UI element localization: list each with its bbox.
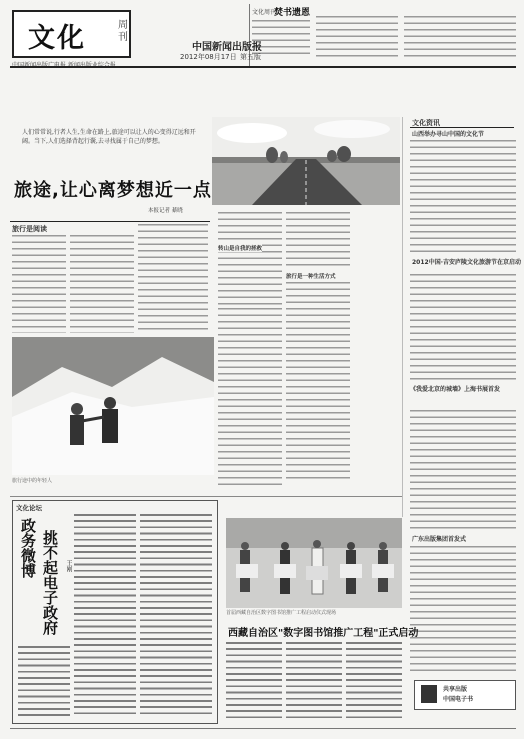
column-label: 文化周刊 <box>252 9 277 16</box>
masthead-zhou: 周刊 <box>118 20 128 43</box>
right-divider <box>402 117 403 517</box>
left-col-head: 旅行是阅读 <box>12 225 47 233</box>
event-caption: 首届西藏自治区数字图书馆推广工程启动仪式现场 <box>226 610 337 616</box>
event-text-1 <box>226 640 282 720</box>
forum-author: 王刚 <box>65 560 72 572</box>
mid-text-1a <box>218 210 282 305</box>
ad-line-2: 中国电子书 <box>443 696 474 703</box>
road-illustration <box>212 117 400 205</box>
forum-tag: 文化论坛 <box>16 504 42 512</box>
forum-title-2: 挑不起电子政府 <box>41 530 59 635</box>
mid-text-3 <box>218 306 282 486</box>
mid-head-1: 转山是自我的拯救 <box>218 246 263 252</box>
book-title: 焚书遗恩 <box>274 8 311 18</box>
paper-date: 2012年08月17日 <box>180 53 237 61</box>
strip-text-c <box>404 14 516 60</box>
left-text-2 <box>70 233 134 333</box>
forum-title-1: 政务微博 <box>19 518 37 578</box>
right-sub-4: 广东出版集团首发式 <box>412 536 467 543</box>
bottom-rule <box>10 728 516 729</box>
road-photo <box>212 117 400 205</box>
event-headline: 西藏自治区"数字图书馆推广工程"正式启动 <box>228 628 419 639</box>
left-text-3 <box>138 222 208 333</box>
paper-name: 中国新闻出版报 <box>192 42 262 53</box>
strip-text-b <box>316 14 398 60</box>
right-rule <box>410 127 514 128</box>
right-sub-1: 山西举办寻山中国的文化节 <box>412 131 485 138</box>
ad-line-1: 共享出版 <box>443 686 468 693</box>
right-text-3 <box>410 408 516 532</box>
left-text-1 <box>12 233 66 333</box>
right-head: 文化资讯 <box>412 119 440 127</box>
right-sub-3: 《我爱北京的城墙》上海书展首发 <box>410 386 501 393</box>
snow-caption: 旅行途中的年轻人 <box>12 478 53 484</box>
top-rule <box>10 66 516 68</box>
event-photo <box>226 518 402 608</box>
right-text-1 <box>410 138 516 256</box>
mid-rule <box>10 496 402 497</box>
right-text-2 <box>410 272 516 384</box>
mid-head-2: 旅行是一种生活方式 <box>286 274 336 280</box>
ad-logo-icon <box>421 685 437 703</box>
event-text-3 <box>346 640 402 720</box>
forum-text-2 <box>140 512 212 716</box>
lead-headline: 旅途,让心离梦想近一点 <box>14 180 212 201</box>
paper-page: 第五版 <box>240 53 261 61</box>
snow-photo <box>12 337 214 475</box>
event-text-2 <box>286 640 342 720</box>
forum-text-3 <box>18 644 70 716</box>
lead-intro: 人们常常说,行者人生,生命在路上,旅途可以让人的心变得辽远和开阔。当下,人们选择背起行囊,去寻找属于自己的梦想。 <box>22 129 196 145</box>
mid-text-1b <box>286 210 350 270</box>
ad-box <box>414 680 516 710</box>
right-text-4 <box>410 544 516 676</box>
masthead-box <box>12 10 131 58</box>
snow-illustration <box>12 337 214 475</box>
forum-text-1 <box>74 512 136 716</box>
lead-byline: 本报记者 綦晓 <box>148 208 183 214</box>
event-illustration <box>226 518 402 608</box>
masthead-title: 文化 <box>28 23 86 54</box>
right-sub-2: 2012中国·吉安庐陵文化旅游节在京启动 <box>412 259 521 266</box>
mid-text-2 <box>286 280 350 480</box>
